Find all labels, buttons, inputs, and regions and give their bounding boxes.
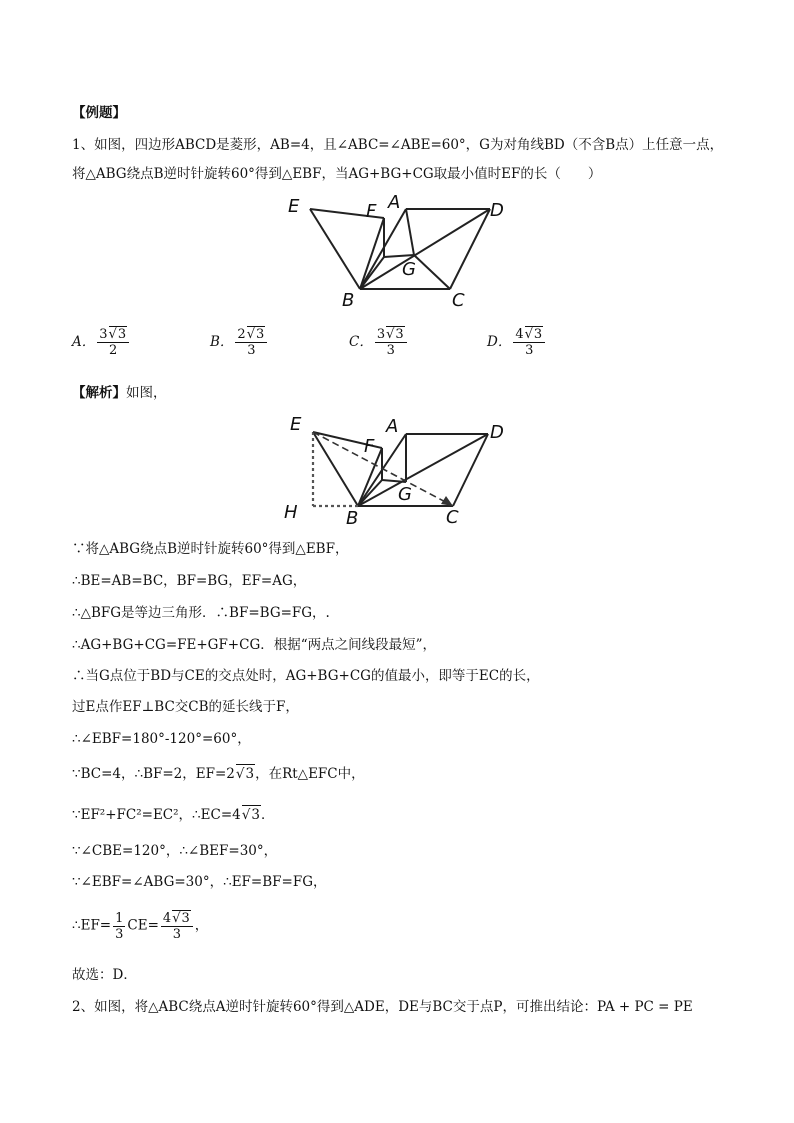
fig1-label-g: G xyxy=(402,259,416,280)
fig1-label-b: B xyxy=(342,290,355,311)
fig1-label-c: C xyxy=(452,290,465,311)
solution-line-5: ∴当G点位于BD与CE的交点处时，AG+BG+CG的值最小，即等于EC的长， xyxy=(72,668,540,684)
fig1-label-e: E xyxy=(288,196,300,217)
fig2-label-h: H xyxy=(284,502,298,523)
solution-line-6: 过E点作EF⊥BC交CB的延长线于F， xyxy=(72,699,299,715)
fig2-label-a: A xyxy=(386,416,399,437)
fig2-label-e: E xyxy=(290,414,302,435)
option-a: A． $\frac{3√ 3}{2}$ xyxy=(72,326,131,358)
section-heading: 【例题】 xyxy=(72,105,126,121)
solution-line-2: ∴BE=AB=BC，BF=BG，EF=AG， xyxy=(72,573,307,589)
solution-line-12: ∴EF= $\frac{1}{3}$ CE= $\frac{4√ 3}{3}$ ， xyxy=(72,910,208,942)
question-2-line-1: 2、如图，将△ABC绕点A逆时针旋转60°得到△ADE，DE与BC交于点P，可推出结论：PA + PC = PE xyxy=(72,999,693,1015)
question-1-line-2: 将△ABG绕点B逆时针旋转60°得到△EBF，当AG+BG+CG取最小值时EF的长（ ） xyxy=(72,166,602,182)
fig2-label-d: D xyxy=(490,422,504,443)
option-d: D． $\frac{4√ 3}{3}$ xyxy=(487,326,547,358)
solution-line-9: ∵EF²+FC²=EC²，∴EC=4√ 3． xyxy=(72,805,274,824)
option-c: C． $\frac{3√ 3}{3}$ xyxy=(349,326,409,358)
solution-line-8: ∵BC=4，∴BF=2，EF=2√ 3，在Rt△EFC中， xyxy=(72,764,365,783)
figure-2-solution xyxy=(278,410,518,530)
solution-line-7: ∴∠EBF=180°-120°=60°， xyxy=(72,731,251,747)
fig2-label-f: F xyxy=(364,436,375,457)
solution-heading: 【解析】如图， xyxy=(72,385,167,401)
fig2-label-g: G xyxy=(398,484,412,505)
solution-line-3: ∴△BFG是等边三角形．∴BF=BG=FG，. xyxy=(72,605,330,621)
option-b: B． $\frac{2√ 3}{3}$ xyxy=(210,326,269,358)
figure-1-rhombus xyxy=(280,192,520,312)
fig2-label-b: B xyxy=(346,508,359,529)
solution-line-4: ∴AG+BG+CG=FE+GF+CG．根据“两点之间线段最短”， xyxy=(72,637,437,653)
solution-line-11: ∵∠EBF=∠ABG=30°，∴EF=BF=FG， xyxy=(72,874,327,890)
solution-answer: 故选：D． xyxy=(72,967,137,983)
fig1-label-d: D xyxy=(490,200,504,221)
solution-line-10: ∵∠CBE=120°，∴∠BEF=30°， xyxy=(72,843,278,859)
solution-line-1: ∵将△ABG绕点B逆时针旋转60°得到△EBF， xyxy=(72,541,349,557)
question-1-line-1: 1、如图，四边形ABCD是菱形，AB=4，且∠ABC=∠ABE=60°，G为对角线BD（不含B点）上任意一点， xyxy=(72,137,724,153)
fig2-label-c: C xyxy=(446,507,459,528)
fig1-label-f: F xyxy=(366,201,377,222)
fig1-label-a: A xyxy=(388,192,401,213)
